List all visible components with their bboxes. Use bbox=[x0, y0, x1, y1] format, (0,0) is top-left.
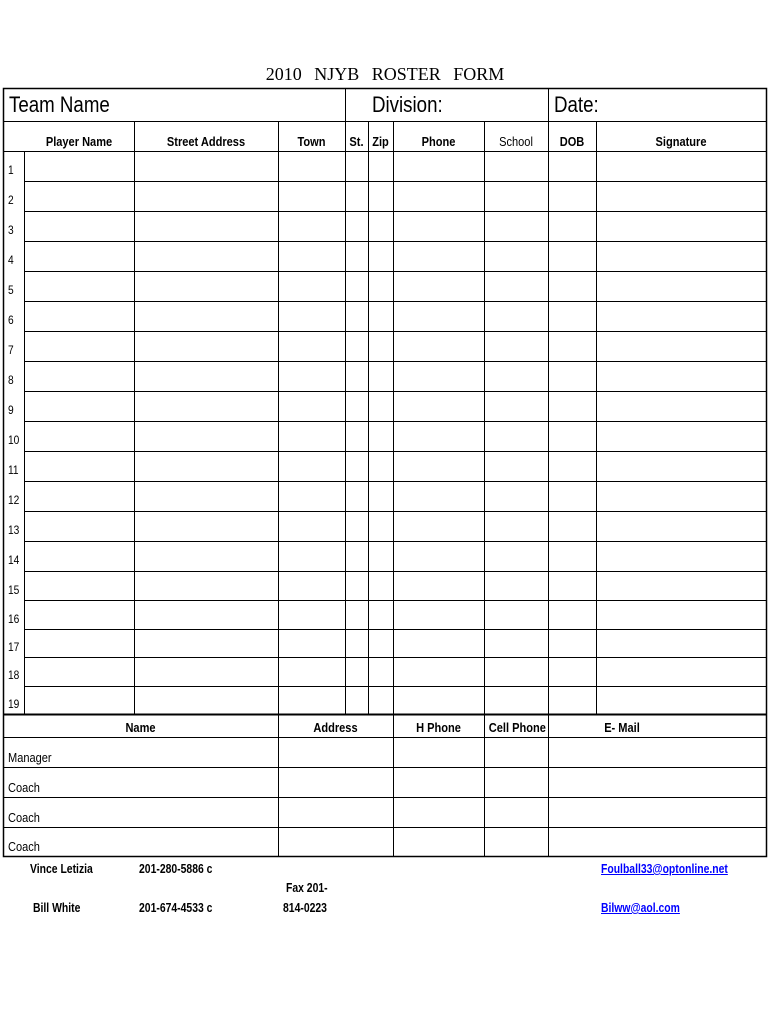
col-street-address: Street Address bbox=[166, 134, 246, 149]
contact-name: Vince Letizia bbox=[30, 861, 93, 876]
col-player-name: Player Name bbox=[45, 134, 113, 149]
contact-email-link[interactable]: Foulball33@optonline.net bbox=[601, 861, 728, 876]
row-number: 12 bbox=[8, 493, 20, 507]
staff-col-address: Address bbox=[313, 720, 358, 735]
staff-row-manager: Manager bbox=[8, 750, 52, 765]
staff-row-coach: Coach bbox=[8, 780, 40, 795]
division-label: Division: bbox=[372, 92, 443, 117]
row-number: 6 bbox=[8, 313, 14, 327]
row-number: 8 bbox=[8, 373, 14, 387]
col-school: School bbox=[499, 134, 533, 149]
row-number: 18 bbox=[8, 668, 20, 682]
row-number: 14 bbox=[8, 553, 20, 567]
row-number: 10 bbox=[8, 433, 20, 447]
col-zip: Zip bbox=[372, 134, 389, 149]
col-town: Town bbox=[297, 134, 326, 149]
team-name-label: Team Name bbox=[9, 92, 110, 117]
date-label: Date: bbox=[554, 92, 599, 117]
contact-name: Bill White bbox=[33, 900, 81, 915]
row-number: 5 bbox=[8, 283, 14, 297]
staff-col-home-phone: H Phone bbox=[416, 720, 461, 735]
row-number: 15 bbox=[8, 583, 20, 597]
staff-col-cell-phone: Cell Phone bbox=[488, 720, 546, 735]
row-number: 7 bbox=[8, 343, 14, 357]
col-state: St. bbox=[349, 134, 364, 149]
staff-col-name: Name bbox=[125, 720, 156, 735]
row-number: 4 bbox=[8, 253, 14, 267]
row-number: 1 bbox=[8, 163, 14, 177]
staff-col-email: E- Mail bbox=[604, 720, 640, 735]
staff-row-coach: Coach bbox=[8, 810, 40, 825]
staff-row-coach: Coach bbox=[8, 839, 40, 854]
row-number: 17 bbox=[8, 640, 20, 654]
contact-phone: 201-674-4533 c bbox=[139, 900, 213, 915]
fax-number-line2: 814-0223 bbox=[283, 900, 327, 915]
form-title: 2010 NJYB ROSTER FORM bbox=[265, 64, 505, 84]
row-number: 11 bbox=[8, 463, 19, 477]
row-number: 3 bbox=[8, 223, 14, 237]
row-number: 13 bbox=[8, 523, 20, 537]
contact-email-link[interactable]: Bilww@aol.com bbox=[601, 900, 680, 915]
contact-phone: 201-280-5886 c bbox=[139, 861, 213, 876]
row-number: 9 bbox=[8, 403, 14, 417]
col-signature: Signature bbox=[655, 134, 707, 149]
row-number: 16 bbox=[8, 612, 20, 626]
row-number: 2 bbox=[8, 193, 14, 207]
row-number: 19 bbox=[8, 697, 20, 711]
fax-number-line1: Fax 201- bbox=[286, 880, 328, 895]
col-dob: DOB bbox=[559, 134, 585, 149]
col-phone: Phone bbox=[421, 134, 456, 149]
